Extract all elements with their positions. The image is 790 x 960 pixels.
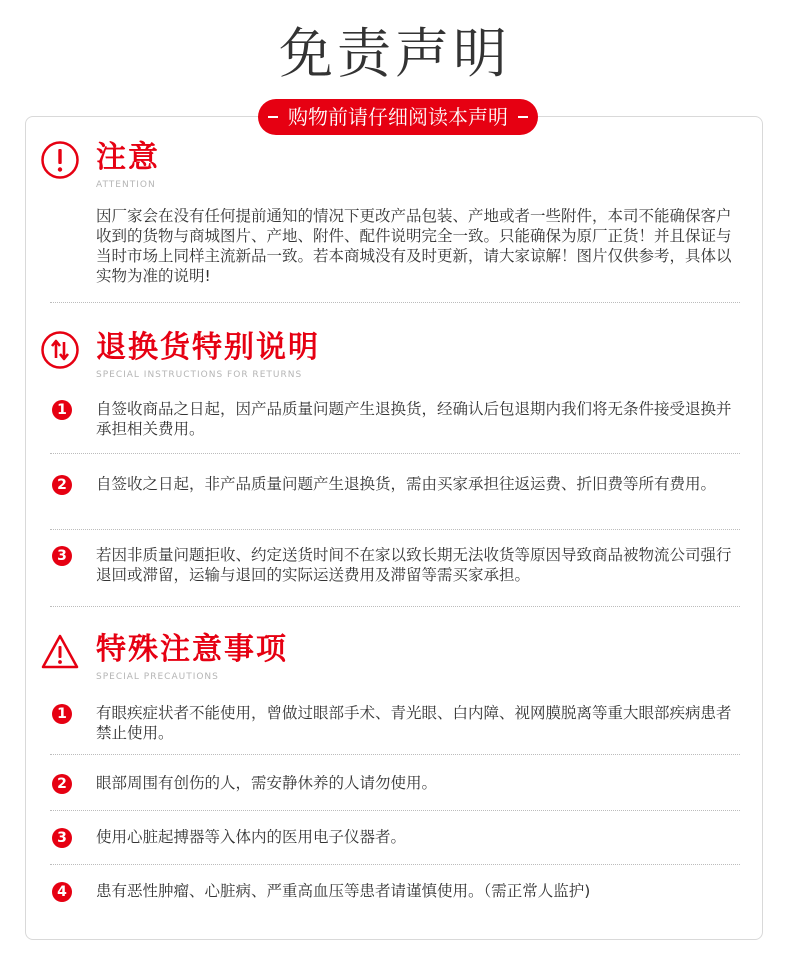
list-item-text: 眼部周围有创伤的人，需安静休养的人请勿使用。 bbox=[96, 774, 438, 792]
number-badge: 2 bbox=[52, 475, 72, 495]
list-item-text: 患有恶性肿瘤、心脏病、严重高血压等患者请谨慎使用。（需正常人监护) bbox=[96, 882, 591, 900]
number-badge: 3 bbox=[52, 828, 72, 848]
exchange-arrows-icon bbox=[40, 330, 80, 370]
list-item-text: 使用心脏起搏器等入体内的医用电子仪器者。 bbox=[96, 828, 407, 846]
number-badge: 1 bbox=[52, 704, 72, 724]
number-badge: 2 bbox=[52, 774, 72, 794]
attention-title: 注意 bbox=[96, 140, 160, 175]
exclamation-circle-icon bbox=[40, 140, 80, 180]
divider bbox=[50, 864, 740, 865]
number-badge: 3 bbox=[52, 546, 72, 566]
list-item-text: 自签收之日起，非产品质量问题产生退换货，需由买家承担往返运费、折旧费等所有费用。 bbox=[96, 475, 717, 493]
attention-subtitle: ATTENTION bbox=[96, 180, 156, 190]
divider bbox=[50, 529, 740, 530]
attention-text: 因厂家会在没有任何提前通知的情况下更改产品包装、产地或者一些附件，本司不能确保客户收到的货物与商城图片、产地、附件、配件说明完全一致。只能确保为原厂正货！并且保证与当时市场上同样主流新品一致。若本商城没有及时更新，请大家谅解！图片仅供参考，具体以实物为准的说明! bbox=[96, 207, 732, 285]
list-item-text: 自签收商品之日起，因产品质量问题产生退换货，经确认后包退期内我们将无条件接受退换并承担相关费用。 bbox=[96, 400, 732, 438]
divider bbox=[50, 754, 740, 755]
divider bbox=[50, 302, 740, 303]
warning-triangle-icon bbox=[40, 632, 80, 672]
returns-title: 退换货特别说明 bbox=[96, 330, 320, 365]
returns-subtitle: SPECIAL INSTRUCTIONS FOR RETURNS bbox=[96, 370, 303, 380]
page-title: 免责声明 bbox=[279, 22, 511, 85]
divider bbox=[50, 810, 740, 811]
list-item-text: 有眼疾症状者不能使用，曾做过眼部手术、青光眼、白内障、视网膜脱离等重大眼部疾病患者禁止使用。 bbox=[96, 704, 732, 742]
precautions-subtitle: SPECIAL PRECAUTIONS bbox=[96, 672, 219, 682]
divider bbox=[50, 606, 740, 607]
precautions-title: 特殊注意事项 bbox=[96, 632, 288, 667]
number-badge: 1 bbox=[52, 400, 72, 420]
read-before-purchase-banner: 购物前请仔细阅读本声明 bbox=[258, 99, 538, 135]
divider bbox=[50, 453, 740, 454]
list-item-text: 若因非质量问题拒收、约定送货时间不在家以致长期无法收货等原因导致商品被物流公司强行退回或滞留，运输与退回的实际运送费用及滞留等需买家承担。 bbox=[96, 546, 732, 584]
number-badge: 4 bbox=[52, 882, 72, 902]
